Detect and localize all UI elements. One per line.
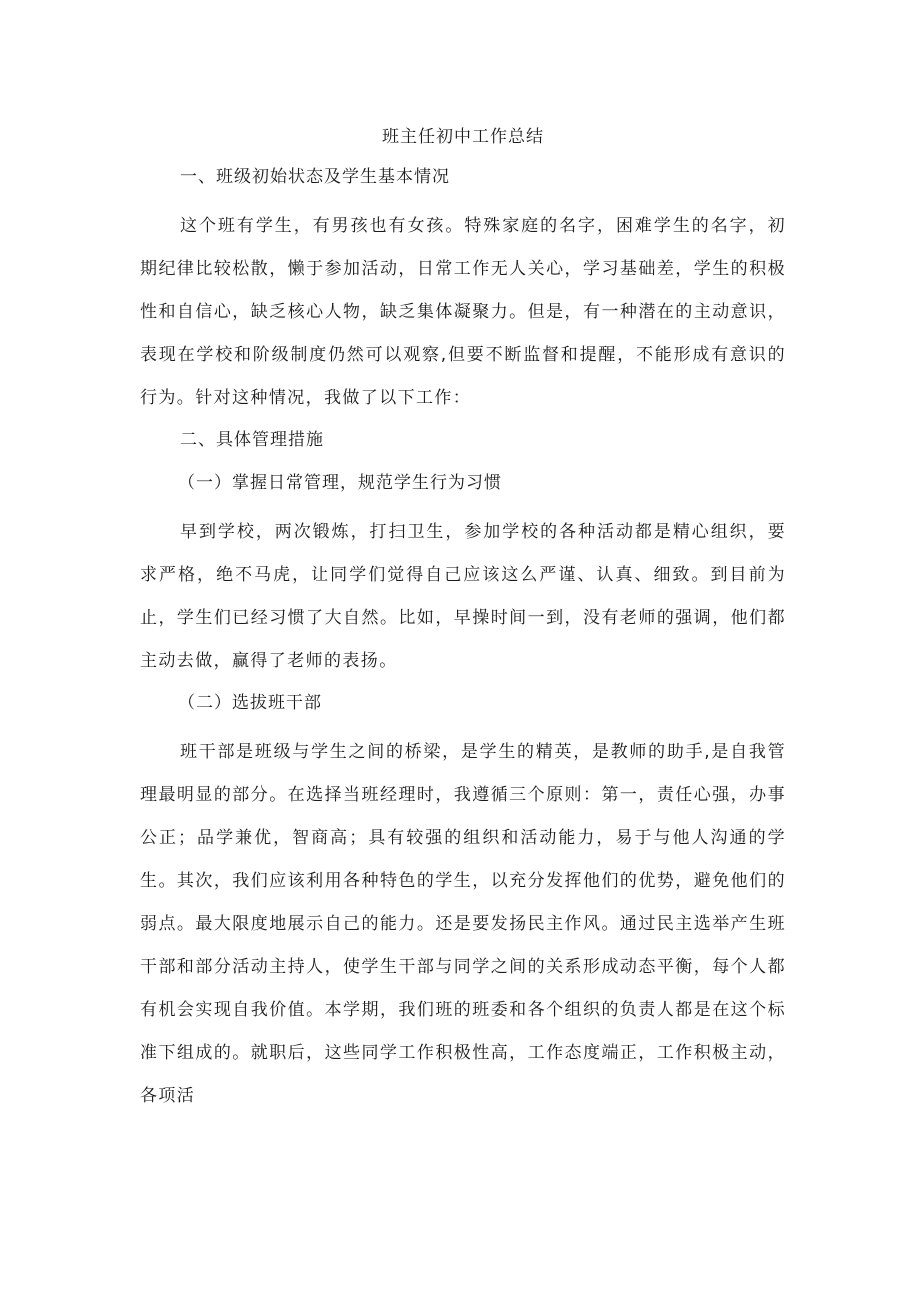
paragraph-class-cadres: 班干部是班级与学生之间的桥梁，是学生的精英，是教师的助手,是自我管理最明显的部分。在选择当班经理时，我遵循三个原则：第一，责任心强，办事公正；品学兼优，智商高；具有较强的组织和活动能力，易于与他人沟通的学生。其次，我们应该利用各种特色的学生，以充分发挥他们的优势，避免他们的弱点。最大限度地展示自己的能力。还是要发扬民主作风。通过民主选举产生班干部和部分活动主持人，使学生干部与同学之间的关系形成动态平衡，每个人都有机会实现自我价值。本学期，我们班的班委和各个组织的负责人都是在这个标准下组成的。就职后，这些同学工作积极性高，工作态度端正，工作积极主动，各项活 xyxy=(140,742,786,1106)
subsection-heading-daily-management: （一）掌握日常管理，规范学生行为习惯 xyxy=(178,473,502,493)
subsection-heading-class-cadres: （二）选拔班干部 xyxy=(178,693,322,713)
document-title: 班主任初中工作总结 xyxy=(382,127,544,147)
document-body xyxy=(140,122,786,1123)
section-heading-1: 一、班级初始状态及学生基本情况 xyxy=(180,167,450,187)
paragraph-daily-management: 早到学校，两次锻炼，打扫卫生，参加学校的各种活动都是精心组织，要求严格，绝不马虎，让同学们觉得自己应该这么严谨、认真、细致。到目前为止，学生们已经习惯了大自然。比如，早操时间一到，没有老师的强调，他们都主动去做，赢得了老师的表扬。 xyxy=(140,522,786,671)
paragraph-class-situation: 这个班有学生，有男孩也有女孩。特殊家庭的名字，困难学生的名字，初期纪律比较松散，懒于参加活动，日常工作无人关心，学习基础差，学生的积极性和自信心，缺乏核心人物，缺乏集体凝聚力。但是，有一种潜在的主动意识，表现在学校和阶级制度仍然可以观察,但要不断监督和提醒，不能形成有意识的行为。针对这种情况，我做了以下工作： xyxy=(140,216,786,408)
section-heading-2: 二、具体管理措施 xyxy=(180,430,324,450)
